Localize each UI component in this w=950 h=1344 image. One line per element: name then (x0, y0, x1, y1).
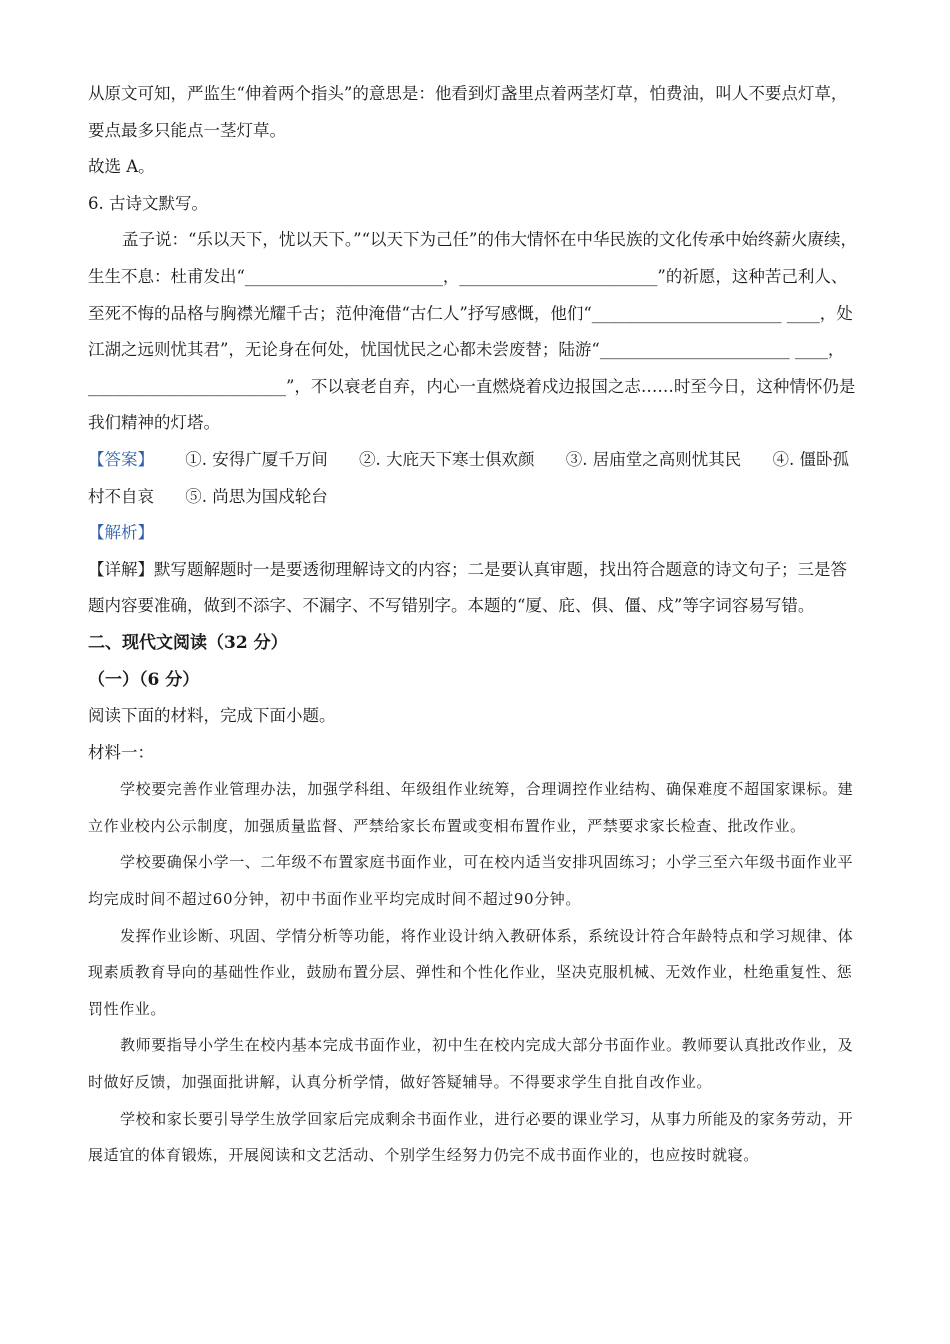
q6-title: 6. 古诗文默写。 (88, 193, 208, 213)
q5-choice: 故选 A。 (88, 157, 155, 177)
answer-2: ②. 大庇天下寒士俱欢颜 (359, 449, 535, 469)
material-paragraph: 发挥作业诊断、巩固、学情分析等功能，将作业设计纳入教研体系，系统设计符合年龄特点和学习规律、体现素质教育导向的基础性作业，鼓励布置分层、弹性和个性化作业，坚决克服机械、无效作业，杜绝重复性、惩罚性作业。 (88, 926, 854, 1018)
subsection-heading: （一）（6 分） (88, 669, 200, 690)
q6-detail: 【详解】默写题解题时一是要透彻理解诗文的内容；二是要认真审题，找出符合题意的诗文句子；三是答题内容要准确，做到不添字、不漏字、不写错别字。本题的“厦、庇、俱、僵、戍”等字词容易写错。 (88, 559, 847, 616)
material-paragraph: 教师要指导小学生在校内基本完成书面作业，初中生在校内完成大部分书面作业。教师要认真批改作业，及时做好反馈，加强面批讲解，认真分析学情，做好答疑辅导。不得要求学生自批自改作业。 (88, 1036, 854, 1092)
document-page (88, 76, 860, 1174)
material-paragraph: 学校和家长要引导学生放学回家后完成剩余书面作业，进行必要的课业学习，从事力所能及的家务劳动，开展适宜的体育锻炼，开展阅读和文艺活动、个别学生经努力仍完不成书面作业的，也应按时就寝。 (88, 1109, 854, 1165)
q5-explanation: 从原文可知，严监生“伸着两个指头”的意思是：他看到灯盏里点着两茎灯草，怕费油，叫人不要点灯草，要点最多只能点一茎灯草。 (88, 84, 848, 140)
material-paragraph: 学校要完善作业管理办法，加强学科组、年级组作业统筹，合理调控作业结构、确保难度不超国家课标。建立作业校内公示制度，加强质量监督、严禁给家长布置或变相布置作业，严禁要求家长检查、批改作业。 (88, 780, 854, 835)
answer-4: ④. 僵卧孤村不自哀 (88, 449, 849, 506)
q6-answer-row (88, 442, 860, 515)
analysis-tag: 【解析】 (88, 523, 154, 543)
answer-1: ①. 安得广厦千万间 (185, 449, 328, 469)
section-heading: 二、现代文阅读（32 分） (88, 632, 288, 653)
reading-instruction: 阅读下面的材料，完成下面小题。 (88, 706, 336, 726)
answer-tag: 【答案】 (88, 449, 154, 469)
material-label: 材料一： (88, 742, 154, 762)
material-paragraph: 学校要确保小学一、二年级不布置家庭书面作业，可在校内适当安排巩固练习；小学三至六年级书面作业平均完成时间不超过60分钟，初中书面作业平均完成时间不超过90分钟。 (88, 853, 854, 909)
q6-prompt: 孟子说：“乐以天下，忧以天下。”“以天下为己任”的伟大情怀在中华民族的文化传承中始终薪火赓续，生生不息：杜甫发出“________________________，________________________”的祈愿，这种苦己利人、至死不悔的品格与胸襟光耀千古；范仲淹借“古仁人”抒写感慨，他们“_______________________ ____，处江湖之远则忧其君”，无论身在何处，忧国忧民之心都未尝废替；陆游“_______________________ ____，________________________”，不以衰老自弃，内心一直燃烧着戍边报国之志……时至今日，这种情怀仍是我们精神的灯塔。 (88, 230, 857, 433)
answer-3: ③. 居庙堂之高则忧其民 (565, 449, 742, 469)
answer-5: ⑤. 尚思为国戍轮台 (185, 486, 328, 506)
